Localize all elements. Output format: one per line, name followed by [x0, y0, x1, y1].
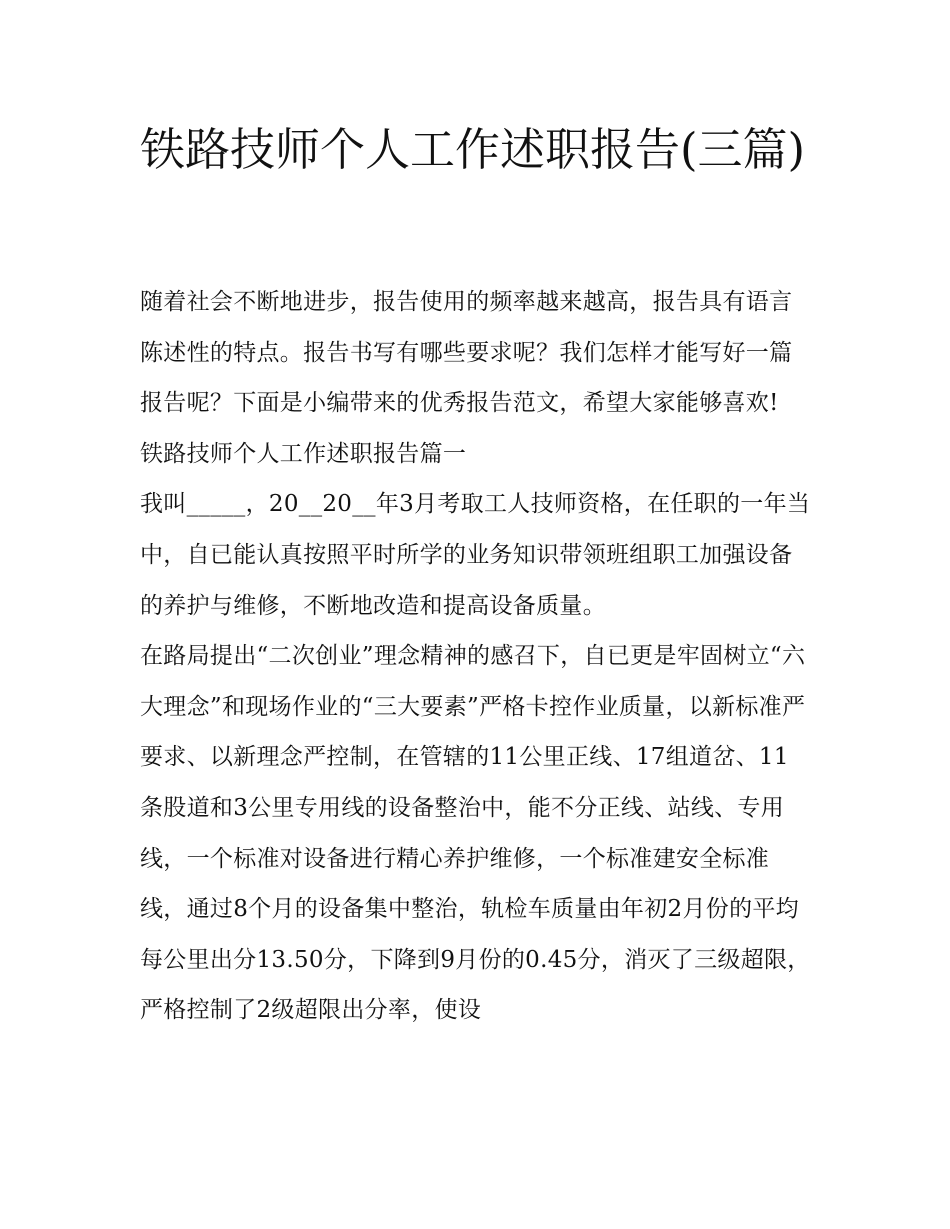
intro-paragraph: 随着社会不断地进步，报告使用的频率越来越高，报告具有语言陈述性的特点。报告书写有哪些要求呢？我们怎样才能写好一篇报告呢？下面是小编带来的优秀报告范文，希望大家能够喜欢! [140, 289, 793, 417]
document-title: 铁路技师个人工作述职报告(三篇) [140, 123, 806, 176]
body-paragraph: 我叫_____，20__20__年3月考取工人技师资格，在任职的一年当中，自已能认真按照平时所学的业务知识带领班组职工加强设备的养护与维修，不断地改造和提高设备质量。 [140, 491, 811, 619]
section-heading: 铁路技师个人工作述职报告篇一 [140, 440, 467, 467]
document-body [140, 277, 812, 1036]
body-paragraph: 在路局提出“二次创业”理念精神的感召下，自已更是牢固树立“六大理念”和现场作业的“三大要素”严格卡控作业质量，以新标准严要求、以新理念严控制，在管辖的11公里正线、17组道岔、11条股道和3公里专用线的设备整治中，能不分正线、站线、专用线，一个标准对设备进行精心养护维修，一个标准建安全标准线，通过8个月的设备集中整治，轨检车质量由年初2月份的平均每公里出分13.50分，下降到9月份的0.45分，消灭了三级超限，严格控制了2级超限出分率，使设 [140, 643, 811, 1024]
